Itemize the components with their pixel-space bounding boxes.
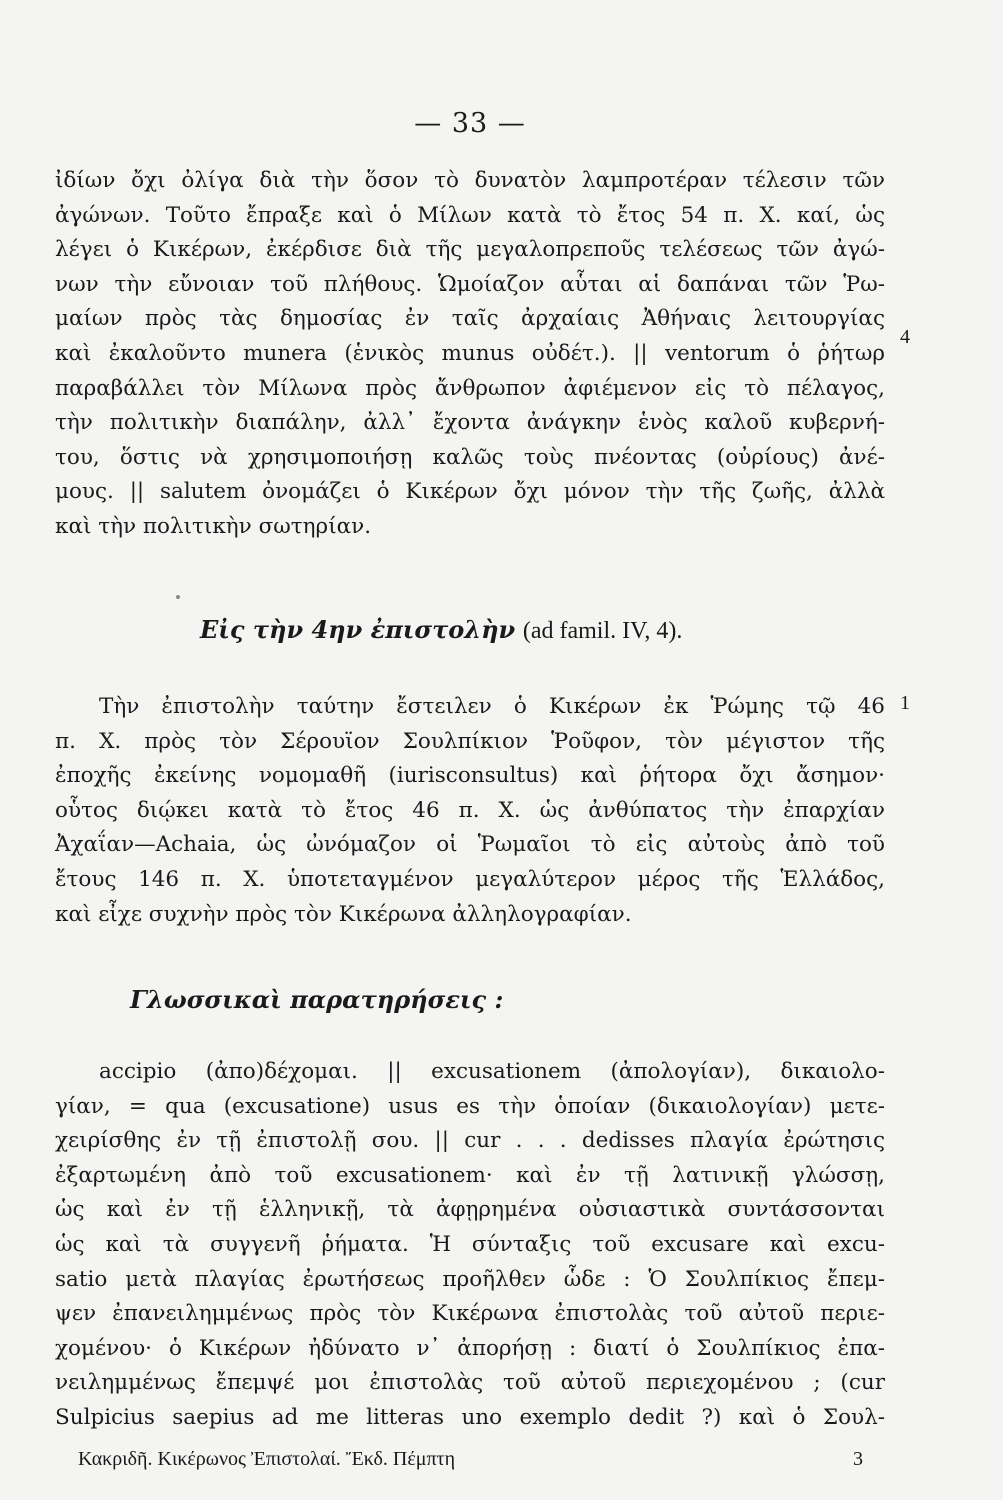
text-line: ἀγώνων. Τοῦτο ἔπραξε καὶ ὁ Μίλων κατὰ τὸ ἔτος 54 π. Χ. καί, ὡς xyxy=(55,202,885,228)
text-line: μαίων πρὸς τὰς δημοσίας ἐν ταῖς ἀρχαίαις Ἀθήναις λειτουργίας xyxy=(55,306,885,332)
margin-number: 4 xyxy=(900,326,910,348)
text-line: Sulpicius saepius ad me litteras uno exemplo dedit ?) καὶ ὁ Σουλ- xyxy=(55,1404,885,1430)
text-line: νειλημμένως ἔπεμψέ μοι ἐπιστολὰς τοῦ αὐτοῦ περιεχομένου ; (cur xyxy=(55,1370,885,1396)
text-line: λέγει ὁ Κικέρων, ἐκέρδισε διὰ τῆς μεγαλοπρεποῦς τελέσεως τῶν ἀγώ- xyxy=(55,237,885,263)
text-line: ἐποχῆς ἐκείνης νομομαθῆ (iurisconsultus) καὶ ῥήτορα ὄχι ἄσημον· xyxy=(55,763,885,789)
text-line: παραβάλλει τὸν Μίλωνα πρὸς ἄνθρωπον ἀφιέμενον εἰς τὸ πέλαγος, xyxy=(55,375,885,401)
subheading: Γλωσσικαὶ παρατηρήσεις : xyxy=(130,985,504,1014)
paragraph-3 xyxy=(55,1055,885,1436)
text-line: μους. || salutem ὀνομάζει ὁ Κικέρων ὄχι μόνον τὴν τῆς ζωῆς, ἀλλὰ xyxy=(55,479,885,505)
text-line: οὗτος διῴκει κατὰ τὸ ἔτος 46 π. Χ. ὡς ἀνθύπατος τὴν ἐπαρχίαν xyxy=(55,797,885,823)
text-line: ὡς καὶ ἐν τῇ ἑλληνικῇ, τὰ ἀφῃρημένα οὐσιαστικὰ συντάσσονται xyxy=(55,1197,885,1223)
footer-citation: Κακριδῆ. Κικέρωνος Ἐπιστολαί. Ἔκδ. Πέμπτη xyxy=(78,1448,456,1470)
text-line: χομένου· ὁ Κικέρων ἠδύνατο ν᾽ ἀπορήσῃ : διατί ὁ Σουλπίκιος ἐπα- xyxy=(55,1335,885,1361)
text-line: Ἀχαΐαν—Achaia, ὡς ὠνόμαζον οἱ Ῥωμαῖοι τὸ εἰς αὐτοὺς ἀπὸ τοῦ xyxy=(55,832,885,858)
heading-latin: (ad famil. IV, 4). xyxy=(522,618,683,644)
text-line: καὶ εἶχε συχνὴν πρὸς τὸν Κικέρωνα ἀλληλογραφίαν. xyxy=(55,901,632,927)
text-line: καὶ ἐκαλοῦντο munera (ἑνικὸς munus οὐδέτ.). || ventorum ὁ ῥήτωρ xyxy=(55,340,885,366)
text-line: ψεν ἐπανειλημμένως πρὸς τὸν Κικέρωνα ἐπιστολὰς τοῦ αὐτοῦ περιε- xyxy=(55,1301,885,1327)
text-line: accipio (ἀπο)δέχομαι. || excusationem (ἀπολογίαν), δικαιολο- xyxy=(99,1059,885,1084)
text-line: ὡς καὶ τὰ συγγενῆ ῥήματα. Ἡ σύνταξις τοῦ excusare καὶ excu- xyxy=(55,1231,885,1257)
ink-dot xyxy=(176,595,180,599)
text-line: νων τὴν εὔνοιαν τοῦ πλήθους. Ὡμοίαζον αὗται αἱ δαπάναι τῶν Ῥω- xyxy=(55,271,885,297)
paragraph-1 xyxy=(55,164,885,545)
heading-greek: Εἰς τὴν 4ην ἐπιστολὴν xyxy=(200,615,516,644)
text-line: ἔτους 146 π. Χ. ὑποτεταγμένον μεγαλύτερον μέρος τῆς Ἑλλάδος, xyxy=(55,866,885,892)
text-line: Τὴν ἐπιστολὴν ταύτην ἔστειλεν ὁ Κικέρων ἐκ Ῥώμης τῷ 46 xyxy=(99,694,885,719)
text-line: γίαν, = qua (excusatione) usus es τὴν ὁποίαν (δικαιολογίαν) μετε- xyxy=(55,1093,885,1119)
text-line: τὴν πολιτικὴν διαπάλην, ἀλλ᾽ ἔχοντα ἀνάγκην ἑνὸς καλοῦ κυβερνή- xyxy=(55,410,885,436)
text-line: π. Χ. πρὸς τὸν Σέρουϊον Σουλπίκιον Ῥοῦφον, τὸν μέγιστον τῆς xyxy=(55,728,885,754)
section-heading xyxy=(200,615,682,645)
text-line: ἐξαρτωμένη ἀπὸ τοῦ excusationem· καὶ ἐν τῇ λατινικῇ γλώσσῃ, xyxy=(55,1162,885,1188)
margin-number: 1 xyxy=(900,692,910,714)
paragraph-2 xyxy=(55,690,885,932)
text-line: satio μετὰ πλαγίας ἐρωτήσεως προῆλθεν ὧδε : Ὁ Σουλπίκιος ἔπεμ- xyxy=(55,1266,885,1292)
text-line: χειρίσθης ἐν τῇ ἐπιστολῇ σου. || cur . . . dedisses πλαγία ἐρώτησις xyxy=(55,1128,885,1154)
footer-signature-mark: 3 xyxy=(853,1448,863,1470)
text-line: καὶ τὴν πολιτικὴν σωτηρίαν. xyxy=(55,513,372,539)
page-number: — 33 — xyxy=(414,108,526,139)
text-line: του, ὅστις νὰ χρησιμοποιήσῃ καλῶς τοὺς πνέοντας (οὐρίους) ἀνέ- xyxy=(55,444,885,470)
text-line: ἰδίων ὄχι ὀλίγα διὰ τὴν ὅσον τὸ δυνατὸν λαμπροτέραν τέλεσιν τῶν xyxy=(55,168,885,193)
